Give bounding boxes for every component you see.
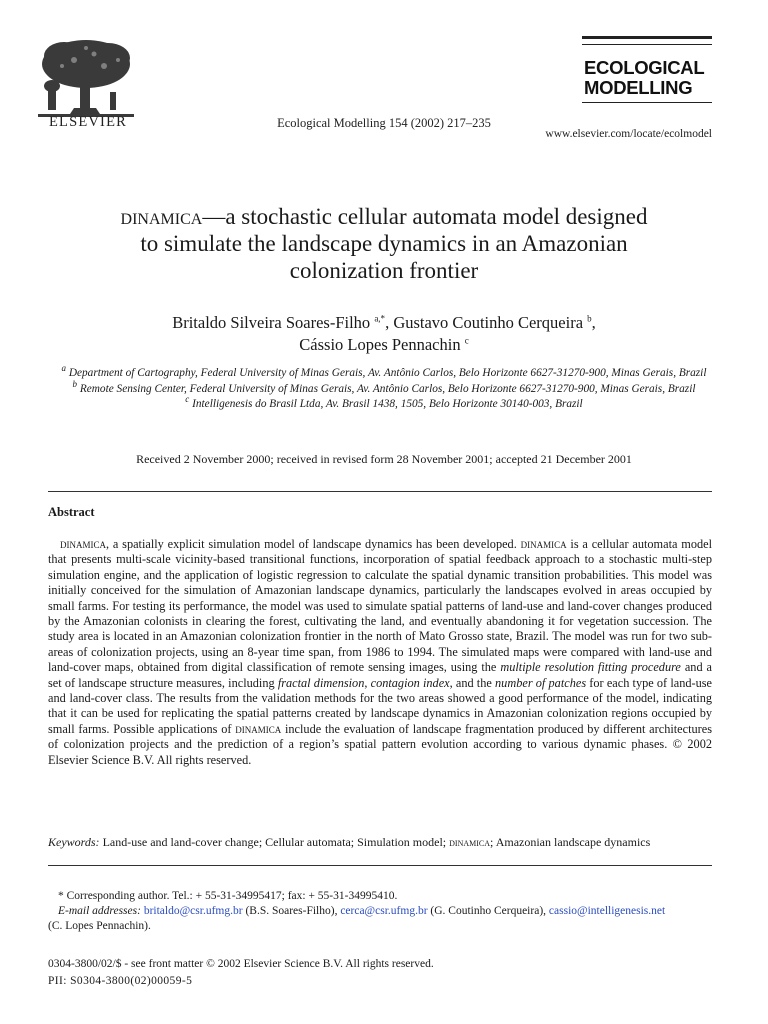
keywords-text: Land-use and land-cover change; Cellular automata; Simulation model; bbox=[99, 835, 450, 849]
email-label: E-mail addresses: bbox=[58, 905, 141, 917]
journal-name-line1: ECOLOGICAL bbox=[584, 57, 705, 78]
author-1: Britaldo Silveira Soares-Filho bbox=[172, 313, 371, 332]
email-link-2[interactable]: cerca@csr.ufmg.br bbox=[340, 905, 428, 917]
affiliation-c-marker: c bbox=[185, 394, 190, 405]
keywords bbox=[48, 835, 712, 850]
keywords-model-name: dinamica bbox=[449, 835, 491, 849]
author-2: Gustavo Coutinho Cerqueira bbox=[393, 313, 584, 332]
title-line1: —a stochastic cellular automata model designed bbox=[202, 204, 648, 229]
journal-rule-bottom bbox=[582, 102, 712, 103]
email-owner: (B.S. Soares-Filho), bbox=[242, 905, 341, 917]
email-link-3[interactable]: cassio@intelligenesis.net bbox=[548, 905, 666, 917]
affiliation-c bbox=[60, 394, 708, 413]
abstract-term: fractal dimension bbox=[277, 675, 365, 690]
email-addresses bbox=[58, 905, 718, 917]
affiliation-a bbox=[60, 363, 708, 382]
title-line2: to simulate the landscape dynamics in an Amazonian bbox=[140, 231, 628, 256]
abstract-text: and a set of landscape structure measures, including bbox=[48, 660, 712, 690]
email-owner-continued: (C. Lopes Pennachin). bbox=[48, 920, 151, 932]
abstract-model-name: dinamica bbox=[520, 537, 567, 551]
keywords-label: Keywords: bbox=[48, 835, 100, 849]
author-list bbox=[40, 312, 728, 356]
journal-name-line2: MODELLING bbox=[584, 77, 693, 98]
author-1-marker: a,* bbox=[374, 313, 386, 324]
abstract-text: is a cellular automata model that presents multi-scale vicinity-based transitional functions, incorporation of spatial feedback approach to a stochastic multi-step simulation engine, and the application of logistic regression to calculate the spatial dynamic transition probabilities. This model was initially conceived for the simulation of Amazonian landscape dynamics, particularly the landscapes evolved in areas occupied by small farms. For testing its performance, the model was used to simulate spatial patterns of land-use and land-cover changes produced by the Amazonian colonists in clearing the forest, cultivating the land, and eventually abandoning it for vegetation succession. The study area is located in an Amazonian colonization frontier in the north of Mato Grosso state, Brazil. The model was run for two sub-areas of colonization projects, using an 8-year time span, from 1986 to 1994. The simulated maps were compared with land-use and land-cover maps, obtained from digital classification of remote sensing images, using the bbox=[48, 537, 713, 675]
affiliation-a-text: Department of Cartography, Federal University of Minas Gerais, Av. Antônio Carlos, Belo Horizonte 6627-31270-900, Minas Gerais, Brazil bbox=[68, 367, 707, 379]
abstract-heading: Abstract bbox=[48, 505, 95, 519]
elsevier-tree-logo bbox=[34, 36, 138, 126]
author-3-marker: c bbox=[464, 335, 469, 346]
affiliation-b bbox=[60, 378, 708, 398]
affiliation-c-text: Intelligenesis do Brasil Ltda, Av. Brasil 1438, 1505, Belo Horizonte 30140-003, Brazil bbox=[192, 398, 583, 410]
received-dates: Received 2 November 2000; received in revised form 28 November 2001; accepted 21 December 2001 bbox=[136, 452, 632, 466]
title-model-name: dinamica bbox=[120, 204, 203, 229]
journal-rule-thin bbox=[582, 44, 712, 45]
journal-name bbox=[584, 58, 724, 98]
email-link-1[interactable]: britaldo@csr.ufmg.br bbox=[143, 905, 243, 917]
affiliation-a-marker: a bbox=[61, 363, 67, 374]
abstract-text: , a spatially explicit simulation model of landscape dynamics has been developed. bbox=[106, 537, 521, 551]
abstract-term: number of patches bbox=[495, 675, 587, 690]
email-owner: (G. Coutinho Cerqueira), bbox=[427, 905, 549, 917]
abstract-text: , bbox=[364, 675, 371, 690]
journal-url: www.elsevier.com/locate/ecolmodel bbox=[545, 128, 712, 140]
header-divider bbox=[48, 491, 712, 492]
affiliations bbox=[60, 363, 708, 413]
footnote-divider bbox=[48, 865, 712, 866]
abstract-term: multiple resolution fitting procedure bbox=[500, 660, 681, 675]
corresponding-author-note: * Corresponding author. Tel.: + 55-31-34995417; fax: + 55-31-34995410. bbox=[58, 890, 398, 902]
title-line3: colonization frontier bbox=[289, 258, 479, 283]
paper-title bbox=[40, 203, 728, 284]
keywords-text: ; Amazonian landscape dynamics bbox=[490, 835, 651, 849]
pii-identifier: PII: S0304-3800(02)00059-5 bbox=[48, 975, 193, 987]
abstract-term: contagion index bbox=[370, 675, 450, 690]
journal-citation: Ecological Modelling 154 (2002) 217–235 bbox=[277, 116, 491, 130]
affiliation-b-marker: b bbox=[72, 378, 78, 389]
front-matter: 0304-3800/02/$ - see front matter © 2002 Elsevier Science B.V. All rights reserved. bbox=[48, 958, 434, 970]
abstract-model-name: dinamica bbox=[235, 721, 282, 736]
abstract-text: include the evaluation of landscape fragmentation produced by different architectures of colonization projects and the prediction of a region’s spatial pattern evolution according to various dynamic phases. © 2002 Elsevier Science B.V. All rights reserved. bbox=[48, 721, 712, 767]
journal-rule-top bbox=[582, 36, 712, 39]
author-3: Cássio Lopes Pennachin bbox=[299, 335, 461, 354]
affiliation-b-text: Remote Sensing Center, Federal University of Minas Gerais, Av. Antônio Carlos, Belo Horizonte 6627-31270-900, Minas Gerais, Brazil bbox=[79, 382, 696, 395]
author-separator: , bbox=[385, 313, 394, 332]
abstract-text: , and the bbox=[449, 675, 496, 690]
author-2-marker: b bbox=[587, 313, 592, 324]
publisher-name: ELSEVIER bbox=[48, 114, 128, 130]
abstract-body bbox=[48, 537, 712, 768]
abstract-model-name: dinamica bbox=[60, 537, 106, 551]
abstract-text: for each type of land-use and land-cover class. The results from the validation methods for the two areas showed a good performance of the model, indicating that it can be used for replicating the spatial patterns created by landscape dynamics in Amazonian colonization regions occupied by small farms. Possible applications of bbox=[48, 675, 712, 736]
author-separator: , bbox=[591, 313, 596, 332]
